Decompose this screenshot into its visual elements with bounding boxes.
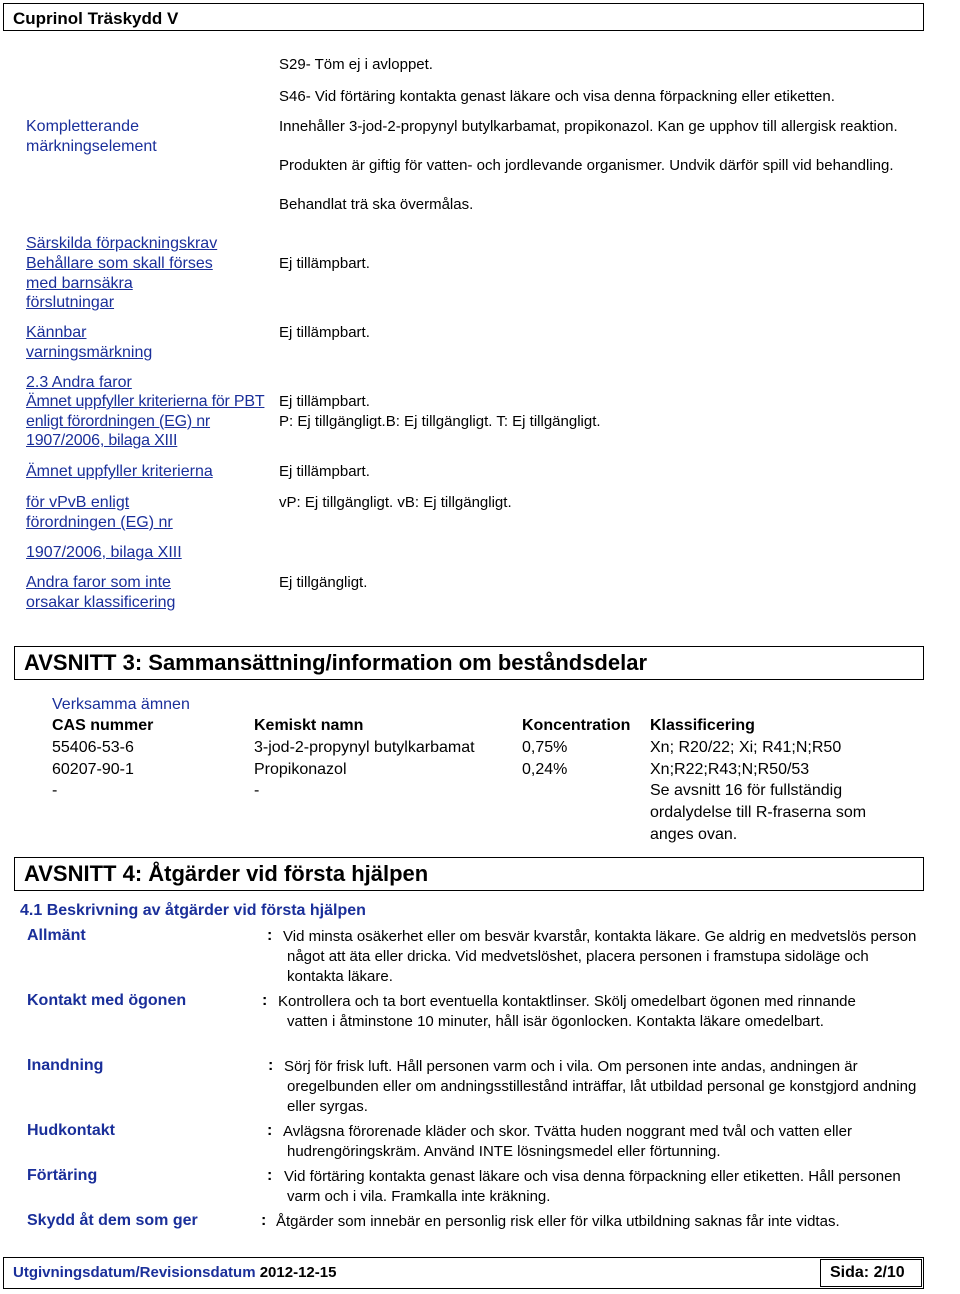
label-kannbar: Kännbar varningsmärkning bbox=[26, 324, 153, 361]
first-aid-label: Inandning bbox=[27, 1057, 104, 1074]
value-behandlat: Behandlat trä ska övermålas. bbox=[279, 196, 474, 213]
label-behallare: Behållare som skall förses med barnsäkra förslutningar bbox=[26, 255, 213, 311]
table-header-classification: Klassificering bbox=[650, 717, 755, 734]
value-innehaller: Innehåller 3-jod-2-propynyl butylkarbamat, propikonazol. Kan ge upphov till allergisk reaktion. bbox=[279, 118, 898, 135]
first-aid-label: Kontakt med ögonen bbox=[27, 992, 187, 1009]
value-pbt-detail: P: Ej tillgängligt.B: Ej tillgängligt. T: Ej tillgängligt. bbox=[279, 413, 601, 430]
table-cell-name: Propikonazol bbox=[254, 761, 347, 778]
section4-subtitle: 4.1 Beskrivning av åtgärder vid första hjälpen bbox=[20, 902, 366, 919]
value-ej-3: Ej tillämpbart. bbox=[279, 393, 370, 410]
table-cell-classification: Se avsnitt 16 för fullständig ordalydelse till R-fraserna som anges ovan. bbox=[650, 782, 867, 843]
page-number: Sida: 2/10 bbox=[830, 1264, 905, 1281]
first-aid-label: Förtäring bbox=[27, 1167, 98, 1184]
document-title: Cuprinol Träskydd V bbox=[13, 9, 179, 28]
first-aid-label: Skydd åt dem som ger bbox=[27, 1212, 198, 1229]
value-ej-1: Ej tillämpbart. bbox=[279, 255, 370, 272]
section4-title: AVSNITT 4: Åtgärder vid första hjälpen bbox=[24, 861, 429, 886]
label-andra-faror-title: 2.3 Andra faror bbox=[26, 374, 132, 391]
table-cell-cas: 60207-90-1 bbox=[52, 761, 134, 778]
label-andra-faror-ej: Andra faror som inte orsakar klassificering bbox=[26, 574, 176, 611]
table-cell-classification: Xn;R22;R43;N;R50/53 bbox=[650, 761, 810, 778]
first-aid-colon: : bbox=[267, 1167, 273, 1184]
first-aid-colon: : bbox=[268, 1057, 274, 1074]
label-vpvb-3: 1907/2006, bilaga XIII bbox=[26, 544, 182, 561]
value-vpvb-detail: vP: Ej tillgängligt. vB: Ej tillgängligt. bbox=[279, 494, 512, 511]
first-aid-text: Åtgärder som innebär en personlig risk eller för vilka utbildning saknas får inte vidtas. bbox=[276, 1213, 840, 1230]
value-s29: S29- Töm ej i avloppet. bbox=[279, 56, 433, 73]
table-header-concentration: Koncentration bbox=[522, 717, 631, 734]
first-aid-text: Sörj för frisk luft. Håll personen varm och i vila. Om personen inte andas, andningen är oregelbunden eller om andningsstillestånd inträffar, låt utbildad personal ge konstgjord andning eller syrgas. bbox=[284, 1058, 917, 1115]
table-cell-concentration: 0,24% bbox=[522, 761, 568, 778]
first-aid-text: Kontrollera och ta bort eventuella kontaktlinser. Skölj omedelbart ögonen med rinnande vatten i åtminstone 10 minuter, håll isär ögonlocken. Kontakta läkare omedelbart. bbox=[278, 993, 856, 1030]
table-cell-cas: - bbox=[52, 782, 58, 799]
revision-date bbox=[13, 1264, 336, 1281]
table-header-cas: CAS nummer bbox=[52, 717, 154, 734]
first-aid-label: Hudkontakt bbox=[27, 1122, 115, 1139]
first-aid-colon: : bbox=[261, 1212, 267, 1229]
revision-date-value: 2012-12-15 bbox=[259, 1264, 337, 1281]
value-s46: S46- Vid förtäring kontakta genast läkare och visa denna förpackning eller etiketten. bbox=[279, 88, 835, 105]
section3-subtitle: Verksamma ämnen bbox=[52, 696, 190, 713]
label-vpvb-1: Ämnet uppfyller kriterierna bbox=[26, 463, 213, 480]
first-aid-label: Allmänt bbox=[27, 927, 86, 944]
first-aid-text: Avlägsna förorenade kläder och skor. Tvätta huden noggrant med tvål och vatten eller hudrengöringskräm. Använd INTE lösningsmedel eller förtunning. bbox=[283, 1123, 852, 1160]
first-aid-colon: : bbox=[267, 1122, 273, 1139]
page-number-box bbox=[820, 1259, 922, 1287]
label-pbt: Ämnet uppfyller kriterierna för PBT enligt förordningen (EG) nr 1907/2006, bilaga XIII bbox=[26, 393, 265, 449]
table-cell-classification: Xn; R20/22; Xi; R41;N;R50 bbox=[650, 739, 842, 756]
label-sarskilda: Särskilda förpackningskrav bbox=[26, 235, 218, 252]
value-produkten: Produkten är giftig för vatten- och jordlevande organismer. Undvik därför spill vid behandling. bbox=[279, 157, 894, 174]
table-cell-name: 3-jod-2-propynyl butylkarbamat bbox=[254, 739, 475, 756]
first-aid-text: Vid minsta osäkerhet eller om besvär kvarstår, kontakta läkare. Ge aldrig en medvetslös person något att äta eller dricka. Vid medvetslöshet, placera personen i framstupa sidoläge och kontakta läkare. bbox=[283, 928, 917, 985]
table-cell-name: - bbox=[254, 782, 260, 799]
table-header-name: Kemiskt namn bbox=[254, 717, 364, 734]
section3-title: AVSNITT 3: Sammansättning/information om beståndsdelar bbox=[24, 650, 648, 675]
label-vpvb-2: för vPvB enligt förordningen (EG) nr bbox=[26, 494, 173, 531]
table-cell-cas: 55406-53-6 bbox=[52, 739, 134, 756]
table-cell-concentration: 0,75% bbox=[522, 739, 568, 756]
value-ej-4: Ej tillämpbart. bbox=[279, 463, 370, 480]
value-ej-2: Ej tillämpbart. bbox=[279, 324, 370, 341]
document-footer bbox=[3, 1257, 924, 1289]
value-ej-tillgangligt: Ej tillgängligt. bbox=[279, 574, 368, 591]
first-aid-colon: : bbox=[267, 927, 273, 944]
first-aid-text: Vid förtäring kontakta genast läkare och visa denna förpackning eller etiketten. Håll personen varm och i vila. Framkalla inte kräkning. bbox=[284, 1168, 901, 1205]
revision-date-label: Utgivningsdatum/Revisionsdatum bbox=[13, 1264, 256, 1281]
label-kompletterande: Kompletterande märkningselement bbox=[26, 118, 157, 155]
first-aid-colon: : bbox=[262, 992, 268, 1009]
document-header bbox=[3, 3, 924, 31]
